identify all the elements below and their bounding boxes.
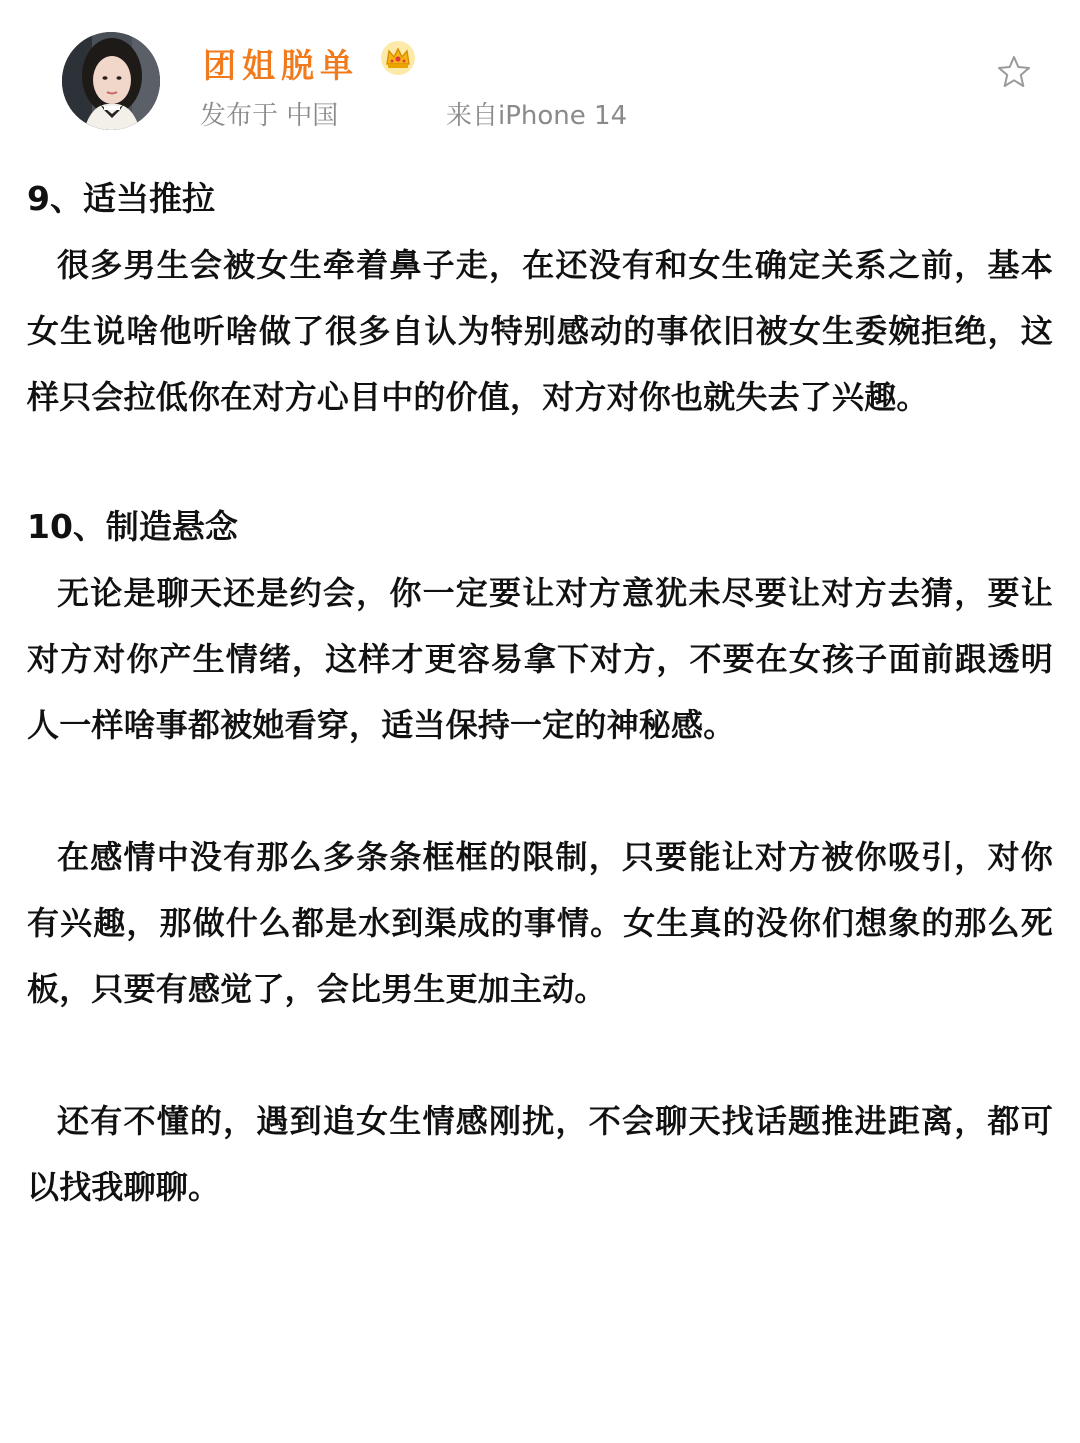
post-device: 来自iPhone 14 [446, 101, 628, 131]
section-title: 9、适当推拉 [27, 179, 215, 218]
paragraph: 还有不懂的，遇到追女生情感刚扰，不会聊天找话题推进距离，都可以找我聊聊。 [27, 1102, 1053, 1206]
author-name[interactable]: 团姐脱单 [203, 46, 359, 85]
crown-badge-icon [380, 40, 416, 76]
post-header [0, 0, 1080, 150]
paragraph: 很多男生会被女生牵着鼻子走，在还没有和女生确定关系之前，基本女生说啥他听啥做了很多自认为特别感动的事依旧被女生委婉拒绝，这样只会拉低你在对方心目中的价值，对方对你也就失去了兴趣。 [27, 246, 1053, 416]
post-location: 发布于 中国 [200, 101, 339, 131]
section-title: 10、制造悬念 [27, 507, 238, 546]
paragraph: 在感情中没有那么多条条框框的限制，只要能让对方被你吸引，对你有兴趣，那做什么都是水到渠成的事情。女生真的没你们想象的那么死板，只要有感觉了，会比男生更加主动。 [27, 838, 1053, 1008]
post-body [27, 174, 1053, 1220]
favorite-star-icon[interactable] [996, 54, 1032, 90]
avatar[interactable] [62, 32, 160, 130]
paragraph: 无论是聊天还是约会，你一定要让对方意犹未尽要让对方去猜，要让对方对你产生情绪，这样才更容易拿下对方，不要在女孩子面前跟透明人一样啥事都被她看穿，适当保持一定的神秘感。 [27, 574, 1053, 744]
